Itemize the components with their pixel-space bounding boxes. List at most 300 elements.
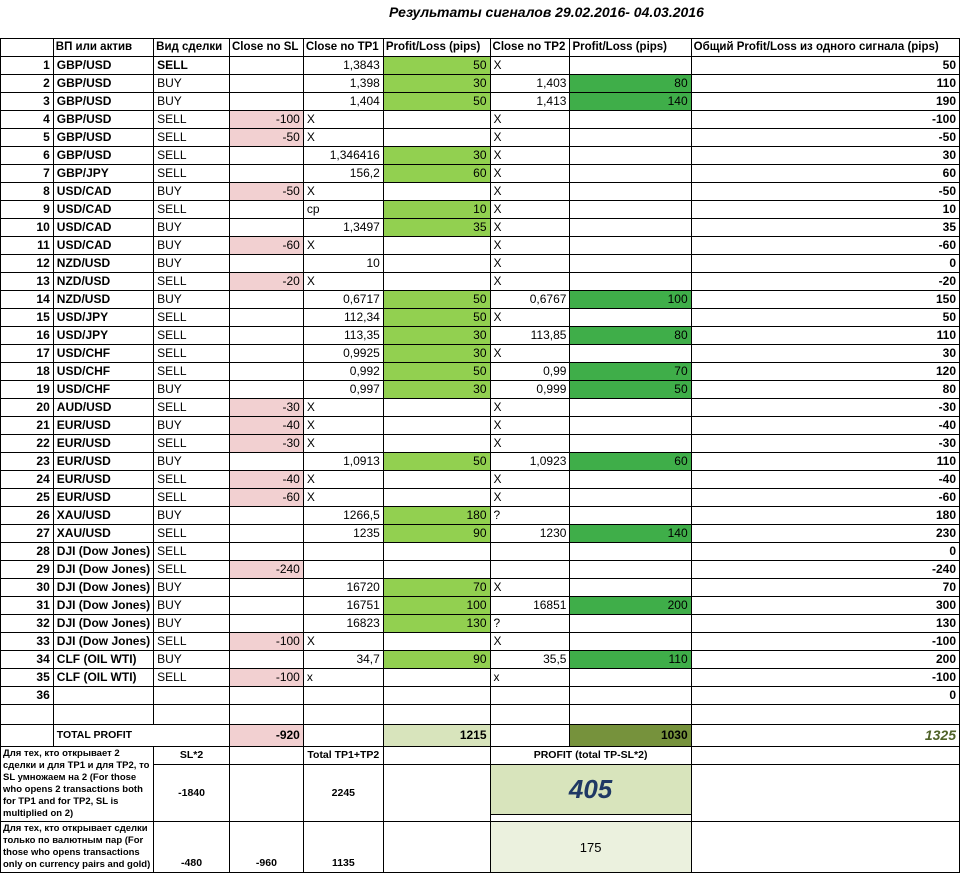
close-tp2-cell[interactable]: 0,6767: [490, 291, 570, 309]
close-tp1-cell[interactable]: 0,997: [303, 381, 383, 399]
pl1-cell[interactable]: 100: [383, 597, 490, 615]
pair-cell[interactable]: NZD/USD: [53, 255, 153, 273]
total-sl[interactable]: -920: [229, 725, 303, 747]
close-tp1-cell[interactable]: X: [303, 237, 383, 255]
total-cell[interactable]: 110: [691, 453, 959, 471]
cell[interactable]: [490, 725, 570, 747]
close-tp2-cell[interactable]: 0,99: [490, 363, 570, 381]
close-tp2-cell[interactable]: 1230: [490, 525, 570, 543]
pair-cell[interactable]: DJI (Dow Jones): [53, 543, 153, 561]
total-cell[interactable]: 180: [691, 507, 959, 525]
pl2-cell[interactable]: [570, 57, 691, 75]
close-sl-cell[interactable]: [229, 525, 303, 543]
pl1-cell[interactable]: 50: [383, 291, 490, 309]
cell[interactable]: [229, 765, 303, 822]
total-cell[interactable]: 110: [691, 75, 959, 93]
close-sl-cell[interactable]: -40: [229, 471, 303, 489]
pl2-cell[interactable]: 140: [570, 93, 691, 111]
cell[interactable]: [383, 747, 490, 765]
close-tp2-cell[interactable]: [490, 543, 570, 561]
pl2-cell[interactable]: [570, 687, 691, 705]
total-cell[interactable]: 30: [691, 345, 959, 363]
close-tp1-cell[interactable]: 16751: [303, 597, 383, 615]
close-tp1-cell[interactable]: 1,3497: [303, 219, 383, 237]
type-cell[interactable]: BUY: [154, 255, 230, 273]
pl2-cell[interactable]: [570, 183, 691, 201]
total-cell[interactable]: 120: [691, 363, 959, 381]
close-sl-cell[interactable]: -30: [229, 399, 303, 417]
pair-cell[interactable]: GBP/USD: [53, 75, 153, 93]
row-number[interactable]: 36: [1, 687, 54, 705]
note-currency-only[interactable]: Для тех, кто открывает сделки только по валютным пар (For those who opens transactions only on currency pairs and gold): [1, 822, 154, 873]
pl1-cell[interactable]: [383, 471, 490, 489]
close-sl-cell[interactable]: [229, 147, 303, 165]
pl1-cell[interactable]: 10: [383, 201, 490, 219]
type-cell[interactable]: BUY: [154, 219, 230, 237]
type-cell[interactable]: BUY: [154, 597, 230, 615]
total-all[interactable]: 1325: [691, 725, 959, 747]
header-pl2[interactable]: Profit/Loss (pips): [570, 39, 691, 57]
pl1-cell[interactable]: [383, 129, 490, 147]
pl2-cell[interactable]: [570, 543, 691, 561]
close-tp2-cell[interactable]: X: [490, 183, 570, 201]
row-number[interactable]: 27: [1, 525, 54, 543]
pl2-cell[interactable]: [570, 669, 691, 687]
row-number[interactable]: 31: [1, 597, 54, 615]
type-cell[interactable]: SELL: [154, 327, 230, 345]
close-tp2-cell[interactable]: X: [490, 147, 570, 165]
total-cell[interactable]: 30: [691, 147, 959, 165]
close-tp1-cell[interactable]: 1,3843: [303, 57, 383, 75]
close-sl-cell[interactable]: [229, 255, 303, 273]
cell[interactable]: [53, 705, 153, 725]
total-cell[interactable]: -50: [691, 129, 959, 147]
pl1-cell[interactable]: [383, 111, 490, 129]
pair-cell[interactable]: GBP/JPY: [53, 165, 153, 183]
type-cell[interactable]: BUY: [154, 417, 230, 435]
total-cell[interactable]: 70: [691, 579, 959, 597]
pl2-cell[interactable]: [570, 579, 691, 597]
type-cell[interactable]: SELL: [154, 273, 230, 291]
pl1-cell[interactable]: [383, 183, 490, 201]
close-tp1-cell[interactable]: X: [303, 129, 383, 147]
pl2-cell[interactable]: [570, 435, 691, 453]
close-sl-cell[interactable]: [229, 651, 303, 669]
header-close-tp1[interactable]: Close no TP1: [303, 39, 383, 57]
pl2-cell[interactable]: 80: [570, 327, 691, 345]
row-number[interactable]: 14: [1, 291, 54, 309]
pair-cell[interactable]: GBP/USD: [53, 129, 153, 147]
cell[interactable]: [691, 765, 959, 822]
pl2-cell[interactable]: [570, 147, 691, 165]
pl2-cell[interactable]: 80: [570, 75, 691, 93]
close-tp2-cell[interactable]: X: [490, 129, 570, 147]
close-tp2-cell[interactable]: 0,999: [490, 381, 570, 399]
total-cell[interactable]: 80: [691, 381, 959, 399]
type-cell[interactable]: BUY: [154, 183, 230, 201]
pl2-cell[interactable]: [570, 201, 691, 219]
type-cell[interactable]: BUY: [154, 93, 230, 111]
type-cell[interactable]: SELL: [154, 525, 230, 543]
close-tp1-cell[interactable]: 156,2: [303, 165, 383, 183]
header-close-tp2[interactable]: Close no TP2: [490, 39, 570, 57]
total-cell[interactable]: -60: [691, 237, 959, 255]
row-number[interactable]: 24: [1, 471, 54, 489]
close-tp2-cell[interactable]: X: [490, 165, 570, 183]
close-sl-cell[interactable]: [229, 219, 303, 237]
close-tp2-cell[interactable]: X: [490, 219, 570, 237]
close-sl-cell[interactable]: [229, 381, 303, 399]
pl1-cell[interactable]: 90: [383, 525, 490, 543]
close-tp1-cell[interactable]: X: [303, 633, 383, 651]
row-number[interactable]: 12: [1, 255, 54, 273]
total-cell[interactable]: 0: [691, 687, 959, 705]
pl2-cell[interactable]: 100: [570, 291, 691, 309]
pair-cell[interactable]: USD/JPY: [53, 327, 153, 345]
pair-cell[interactable]: USD/CHF: [53, 363, 153, 381]
type-cell[interactable]: BUY: [154, 291, 230, 309]
profit-value[interactable]: 405: [490, 765, 691, 815]
cell[interactable]: [691, 705, 959, 725]
row-number[interactable]: 10: [1, 219, 54, 237]
row-number[interactable]: 26: [1, 507, 54, 525]
close-tp2-cell[interactable]: 1,413: [490, 93, 570, 111]
type-cell[interactable]: SELL: [154, 561, 230, 579]
row-number[interactable]: 21: [1, 417, 54, 435]
close-sl-cell[interactable]: [229, 363, 303, 381]
row-number[interactable]: 13: [1, 273, 54, 291]
close-tp2-cell[interactable]: [490, 687, 570, 705]
cell[interactable]: [490, 815, 691, 822]
type-cell[interactable]: SELL: [154, 399, 230, 417]
close-tp1-cell[interactable]: 1,0913: [303, 453, 383, 471]
close-tp1-cell[interactable]: 10: [303, 255, 383, 273]
cell[interactable]: [303, 725, 383, 747]
cell[interactable]: [490, 705, 570, 725]
row-number[interactable]: 7: [1, 165, 54, 183]
close-tp1-cell[interactable]: cp: [303, 201, 383, 219]
pl2-cell[interactable]: [570, 615, 691, 633]
type-cell[interactable]: SELL: [154, 633, 230, 651]
pl2-cell[interactable]: 110: [570, 651, 691, 669]
total-cell[interactable]: -20: [691, 273, 959, 291]
cell[interactable]: [229, 705, 303, 725]
pair-cell[interactable]: EUR/USD: [53, 471, 153, 489]
close-sl-cell[interactable]: -40: [229, 417, 303, 435]
pair-cell[interactable]: USD/CHF: [53, 345, 153, 363]
pair-cell[interactable]: GBP/USD: [53, 147, 153, 165]
header-total[interactable]: Общий Profit/Loss из одного сигнала (pips): [691, 39, 959, 57]
total-cell[interactable]: 10: [691, 201, 959, 219]
row-number[interactable]: 17: [1, 345, 54, 363]
close-sl-cell[interactable]: -100: [229, 669, 303, 687]
pl1-cell[interactable]: [383, 669, 490, 687]
type-cell[interactable]: SELL: [154, 147, 230, 165]
close-tp1-cell[interactable]: [303, 543, 383, 561]
pair-cell[interactable]: GBP/USD: [53, 111, 153, 129]
pair-cell[interactable]: [53, 687, 153, 705]
note-two-transactions[interactable]: Для тех, кто открывает 2 сделки и для TP1 и для TP2, то SL умножаем на 2 (For those who opens 2 transactions both for TP1 and for TP2, SL is multiplied on 2): [1, 747, 154, 822]
close-tp1-cell[interactable]: [303, 687, 383, 705]
pair-cell[interactable]: USD/CAD: [53, 183, 153, 201]
close-tp1-cell[interactable]: X: [303, 111, 383, 129]
total-cell[interactable]: 50: [691, 57, 959, 75]
type-cell[interactable]: SELL: [154, 111, 230, 129]
pl1-cell[interactable]: 30: [383, 327, 490, 345]
row-number[interactable]: 32: [1, 615, 54, 633]
close-tp1-cell[interactable]: X: [303, 399, 383, 417]
row-number[interactable]: 4: [1, 111, 54, 129]
header-close-sl[interactable]: Close no SL: [229, 39, 303, 57]
close-tp2-cell[interactable]: X: [490, 201, 570, 219]
row-number[interactable]: 2: [1, 75, 54, 93]
close-sl-cell[interactable]: -100: [229, 111, 303, 129]
total-cell[interactable]: 230: [691, 525, 959, 543]
close-sl-cell[interactable]: [229, 201, 303, 219]
close-sl-cell[interactable]: -30: [229, 435, 303, 453]
close-tp1-cell[interactable]: 16720: [303, 579, 383, 597]
row-number[interactable]: 11: [1, 237, 54, 255]
row-number[interactable]: 5: [1, 129, 54, 147]
close-tp2-cell[interactable]: 113,85: [490, 327, 570, 345]
type-cell[interactable]: SELL: [154, 201, 230, 219]
pair-cell[interactable]: DJI (Dow Jones): [53, 633, 153, 651]
type-cell[interactable]: SELL: [154, 345, 230, 363]
row-number[interactable]: 34: [1, 651, 54, 669]
pl1-cell[interactable]: [383, 435, 490, 453]
close-sl-cell[interactable]: [229, 345, 303, 363]
pair-cell[interactable]: XAU/USD: [53, 507, 153, 525]
pair-cell[interactable]: USD/CAD: [53, 219, 153, 237]
close-tp1-cell[interactable]: X: [303, 417, 383, 435]
cell[interactable]: [383, 765, 490, 822]
pl1-cell[interactable]: 50: [383, 363, 490, 381]
close-tp2-cell[interactable]: 1,403: [490, 75, 570, 93]
row-number[interactable]: 29: [1, 561, 54, 579]
currency-profit[interactable]: 175: [490, 822, 691, 873]
pl1-cell[interactable]: 30: [383, 147, 490, 165]
total-label[interactable]: TOTAL PROFIT: [53, 725, 229, 747]
close-tp1-cell[interactable]: X: [303, 435, 383, 453]
type-cell[interactable]: BUY: [154, 453, 230, 471]
close-tp1-cell[interactable]: 1235: [303, 525, 383, 543]
close-tp2-cell[interactable]: X: [490, 237, 570, 255]
pl2-cell[interactable]: [570, 489, 691, 507]
cell[interactable]: [691, 747, 959, 765]
close-tp1-cell[interactable]: X: [303, 471, 383, 489]
close-tp1-cell[interactable]: x: [303, 669, 383, 687]
pair-cell[interactable]: NZD/USD: [53, 291, 153, 309]
close-tp2-cell[interactable]: X: [490, 309, 570, 327]
pl1-cell[interactable]: [383, 273, 490, 291]
close-tp2-cell[interactable]: 35,5: [490, 651, 570, 669]
pl1-cell[interactable]: 130: [383, 615, 490, 633]
row-number[interactable]: 20: [1, 399, 54, 417]
pl2-cell[interactable]: 140: [570, 525, 691, 543]
close-tp2-cell[interactable]: ?: [490, 615, 570, 633]
type-cell[interactable]: BUY: [154, 615, 230, 633]
pl1-cell[interactable]: [383, 543, 490, 561]
pair-cell[interactable]: XAU/USD: [53, 525, 153, 543]
pl1-cell[interactable]: [383, 489, 490, 507]
pair-cell[interactable]: DJI (Dow Jones): [53, 597, 153, 615]
pl1-cell[interactable]: 180: [383, 507, 490, 525]
row-number[interactable]: 9: [1, 201, 54, 219]
total-cell[interactable]: 0: [691, 543, 959, 561]
total-cell[interactable]: 300: [691, 597, 959, 615]
pair-cell[interactable]: EUR/USD: [53, 435, 153, 453]
close-sl-cell[interactable]: [229, 507, 303, 525]
close-tp2-cell[interactable]: X: [490, 633, 570, 651]
tp-sum-label[interactable]: Total TP1+TP2: [303, 747, 383, 765]
pair-cell[interactable]: CLF (OIL WTI): [53, 651, 153, 669]
type-cell[interactable]: SELL: [154, 363, 230, 381]
total-cell[interactable]: 110: [691, 327, 959, 345]
sl2-label[interactable]: SL*2: [154, 747, 230, 765]
close-tp2-cell[interactable]: x: [490, 669, 570, 687]
total-cell[interactable]: -30: [691, 399, 959, 417]
pair-cell[interactable]: GBP/USD: [53, 57, 153, 75]
close-sl-cell[interactable]: [229, 687, 303, 705]
total-cell[interactable]: 35: [691, 219, 959, 237]
pl1-cell[interactable]: 50: [383, 57, 490, 75]
type-cell[interactable]: SELL: [154, 309, 230, 327]
type-cell[interactable]: BUY: [154, 579, 230, 597]
total-cell[interactable]: -100: [691, 111, 959, 129]
total-cell[interactable]: -40: [691, 417, 959, 435]
close-tp2-cell[interactable]: X: [490, 273, 570, 291]
pl1-cell[interactable]: 30: [383, 345, 490, 363]
pair-cell[interactable]: CLF (OIL WTI): [53, 669, 153, 687]
pair-cell[interactable]: DJI (Dow Jones): [53, 579, 153, 597]
pair-cell[interactable]: DJI (Dow Jones): [53, 561, 153, 579]
close-sl-cell[interactable]: [229, 165, 303, 183]
pl2-cell[interactable]: [570, 111, 691, 129]
total-cell[interactable]: -100: [691, 669, 959, 687]
close-tp1-cell[interactable]: 0,6717: [303, 291, 383, 309]
row-number[interactable]: 25: [1, 489, 54, 507]
row-number[interactable]: 22: [1, 435, 54, 453]
close-sl-cell[interactable]: [229, 75, 303, 93]
cell[interactable]: [303, 705, 383, 725]
close-tp2-cell[interactable]: X: [490, 255, 570, 273]
type-cell[interactable]: BUY: [154, 75, 230, 93]
type-cell[interactable]: BUY: [154, 507, 230, 525]
close-tp2-cell[interactable]: X: [490, 345, 570, 363]
pl1-cell[interactable]: 50: [383, 309, 490, 327]
cell[interactable]: [383, 822, 490, 873]
pl2-cell[interactable]: [570, 237, 691, 255]
total-cell[interactable]: -40: [691, 471, 959, 489]
cell[interactable]: [154, 705, 230, 725]
header-index[interactable]: [1, 39, 54, 57]
currency-sl[interactable]: -480: [154, 822, 230, 873]
pl1-cell[interactable]: 50: [383, 93, 490, 111]
type-cell[interactable]: SELL: [154, 471, 230, 489]
pl1-cell[interactable]: [383, 687, 490, 705]
type-cell[interactable]: BUY: [154, 237, 230, 255]
header-pl1[interactable]: Profit/Loss (pips): [383, 39, 490, 57]
pl1-cell[interactable]: [383, 399, 490, 417]
pl2-cell[interactable]: [570, 561, 691, 579]
pl2-cell[interactable]: 60: [570, 453, 691, 471]
pl1-cell[interactable]: [383, 417, 490, 435]
close-sl-cell[interactable]: [229, 579, 303, 597]
total-pl1[interactable]: 1215: [383, 725, 490, 747]
pl1-cell[interactable]: 60: [383, 165, 490, 183]
header-pair[interactable]: ВП или актив: [53, 39, 153, 57]
cell[interactable]: [383, 705, 490, 725]
row-number[interactable]: 30: [1, 579, 54, 597]
pl1-cell[interactable]: 30: [383, 381, 490, 399]
currency-sl2[interactable]: -960: [229, 822, 303, 873]
close-tp2-cell[interactable]: X: [490, 471, 570, 489]
close-tp2-cell[interactable]: X: [490, 579, 570, 597]
row-number[interactable]: 16: [1, 327, 54, 345]
close-tp2-cell[interactable]: X: [490, 57, 570, 75]
type-cell[interactable]: SELL: [154, 165, 230, 183]
row-number[interactable]: 19: [1, 381, 54, 399]
close-sl-cell[interactable]: -50: [229, 129, 303, 147]
pl1-cell[interactable]: 90: [383, 651, 490, 669]
close-tp1-cell[interactable]: X: [303, 489, 383, 507]
close-sl-cell[interactable]: [229, 615, 303, 633]
row-number[interactable]: 1: [1, 57, 54, 75]
cell[interactable]: [1, 705, 54, 725]
cell[interactable]: [1, 725, 54, 747]
row-number[interactable]: 15: [1, 309, 54, 327]
pair-cell[interactable]: GBP/USD: [53, 93, 153, 111]
close-tp1-cell[interactable]: 112,34: [303, 309, 383, 327]
pl1-cell[interactable]: 30: [383, 75, 490, 93]
type-cell[interactable]: [154, 687, 230, 705]
close-sl-cell[interactable]: [229, 57, 303, 75]
row-number[interactable]: 8: [1, 183, 54, 201]
pl2-cell[interactable]: [570, 471, 691, 489]
close-sl-cell[interactable]: [229, 93, 303, 111]
type-cell[interactable]: BUY: [154, 381, 230, 399]
total-cell[interactable]: -60: [691, 489, 959, 507]
pl1-cell[interactable]: [383, 561, 490, 579]
type-cell[interactable]: SELL: [154, 435, 230, 453]
row-number[interactable]: 6: [1, 147, 54, 165]
total-cell[interactable]: -100: [691, 633, 959, 651]
close-tp1-cell[interactable]: 16823: [303, 615, 383, 633]
pl2-cell[interactable]: [570, 219, 691, 237]
close-tp1-cell[interactable]: [303, 561, 383, 579]
close-tp1-cell[interactable]: 34,7: [303, 651, 383, 669]
pl2-cell[interactable]: [570, 345, 691, 363]
close-tp2-cell[interactable]: X: [490, 399, 570, 417]
close-sl-cell[interactable]: [229, 291, 303, 309]
row-number[interactable]: 28: [1, 543, 54, 561]
pair-cell[interactable]: EUR/USD: [53, 489, 153, 507]
pl2-cell[interactable]: [570, 399, 691, 417]
pair-cell[interactable]: USD/CAD: [53, 201, 153, 219]
close-sl-cell[interactable]: [229, 327, 303, 345]
close-sl-cell[interactable]: -100: [229, 633, 303, 651]
pl1-cell[interactable]: 70: [383, 579, 490, 597]
close-sl-cell[interactable]: -60: [229, 489, 303, 507]
total-cell[interactable]: 150: [691, 291, 959, 309]
pl1-cell[interactable]: [383, 633, 490, 651]
close-sl-cell[interactable]: [229, 309, 303, 327]
pair-cell[interactable]: USD/CAD: [53, 237, 153, 255]
total-cell[interactable]: 0: [691, 255, 959, 273]
row-number[interactable]: 18: [1, 363, 54, 381]
pl2-cell[interactable]: [570, 165, 691, 183]
total-cell[interactable]: -240: [691, 561, 959, 579]
